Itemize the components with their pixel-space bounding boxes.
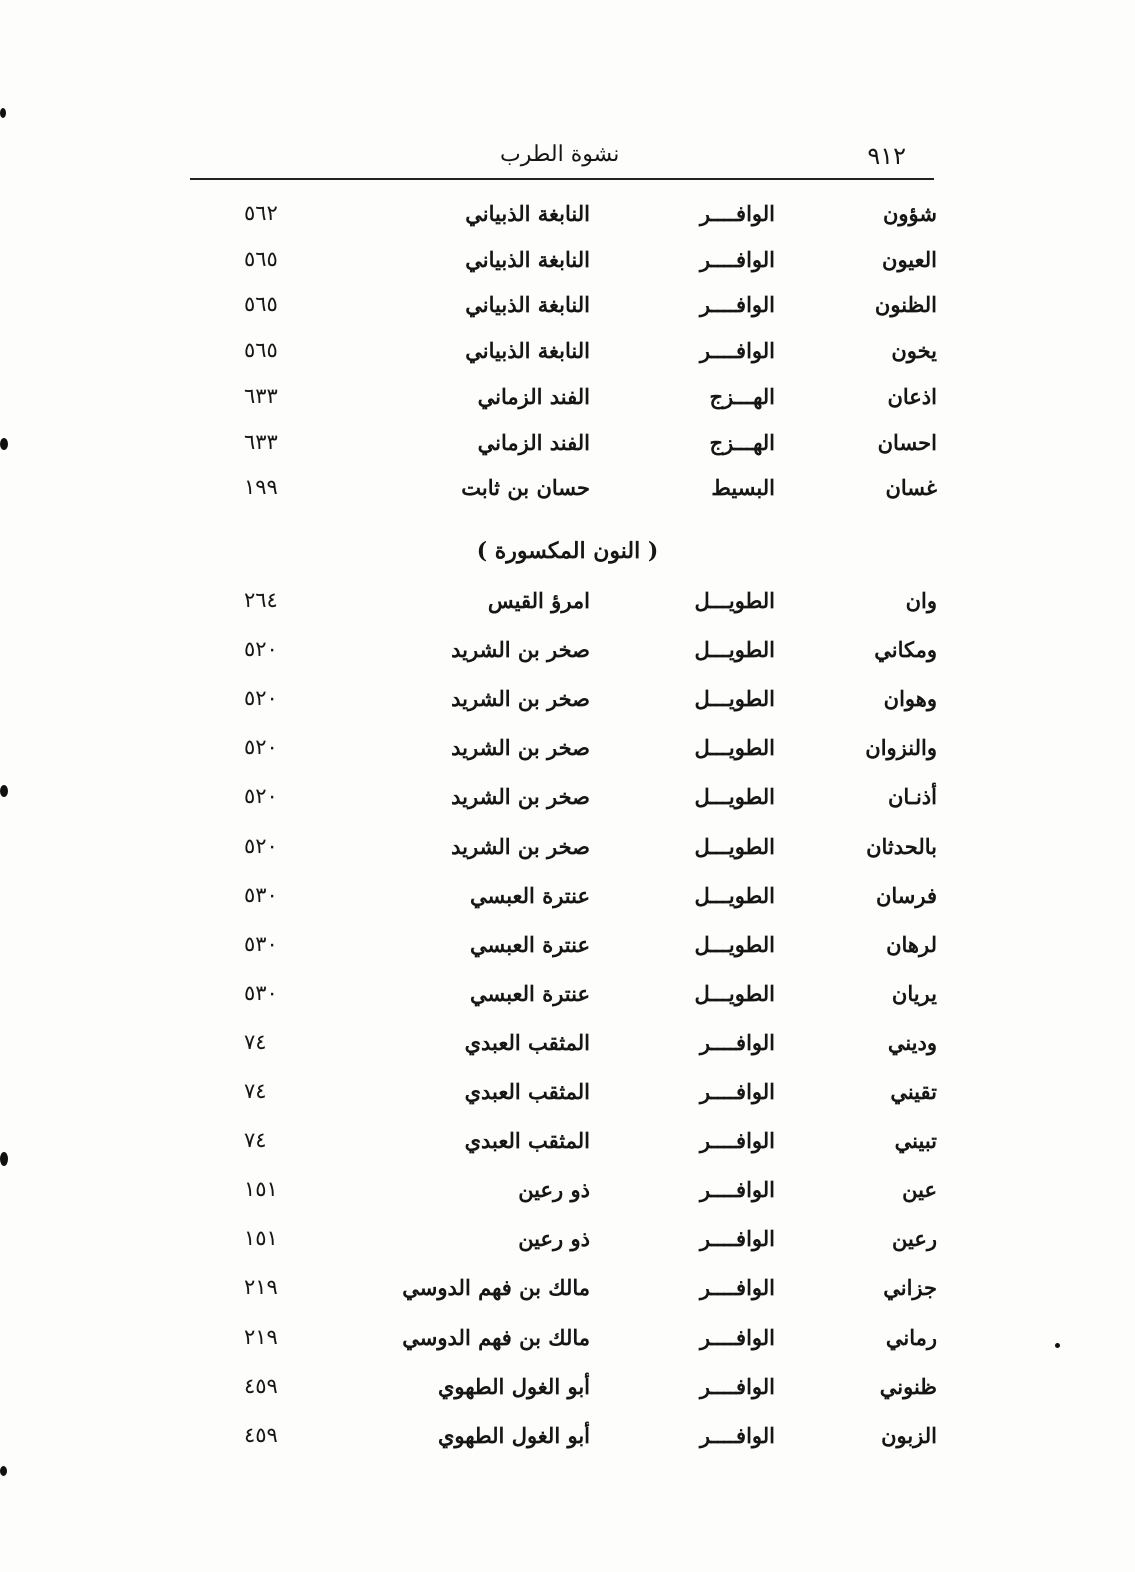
- poet-name: حسان بن ثابت: [461, 475, 590, 501]
- index-row: [0, 1419, 1135, 1459]
- meter-name: الوافــــر: [699, 201, 775, 226]
- poet-name: النابغة الذبياني: [465, 201, 590, 226]
- page-ref: ٤٥٩: [244, 1373, 278, 1398]
- page-ref: ٧٤: [244, 1128, 267, 1153]
- page-ref: ٥٦٢: [244, 201, 278, 225]
- page-ref: ١٥١: [244, 1177, 278, 1202]
- poet-name: أبو الغول الطهوي: [437, 1422, 590, 1448]
- rhyme-word: يريان: [891, 980, 937, 1006]
- index-row: [0, 197, 1135, 237]
- poet-name: النابغة الذبياني: [465, 292, 590, 318]
- poet-name: النابغة الذبياني: [465, 338, 590, 364]
- rhyme-word: والنزوان: [865, 735, 937, 761]
- rhyme-word: يخون: [891, 338, 937, 364]
- meter-name: الهـــزج: [709, 429, 775, 455]
- rhyme-word: عين: [902, 1177, 937, 1203]
- poet-name: مالك بن فهم الدوسي: [402, 1324, 590, 1350]
- index-row: [0, 1173, 1135, 1213]
- poet-name: المثقب العبدي: [464, 1029, 590, 1055]
- page-ref: ٥٦٥: [244, 338, 278, 363]
- meter-name: الهـــزج: [709, 383, 775, 409]
- index-row: [0, 1222, 1135, 1262]
- index-row: [0, 1370, 1135, 1410]
- page-ref: ١٥١: [244, 1226, 278, 1251]
- index-row: [0, 1321, 1135, 1361]
- index-row: [0, 380, 1135, 420]
- rhyme-word: أذنـان: [887, 784, 937, 810]
- index-row: [0, 928, 1135, 968]
- rhyme-word: رعين: [892, 1226, 937, 1252]
- scan-speck: [0, 1152, 8, 1166]
- scan-speck: [0, 438, 8, 450]
- index-row: [0, 780, 1135, 820]
- rhyme-word: تقيني: [890, 1079, 937, 1104]
- rhyme-word: احسان: [877, 429, 937, 455]
- index-row: [0, 334, 1135, 374]
- index-row: [0, 633, 1135, 673]
- book-title: نشوة الطرب: [500, 142, 620, 167]
- rhyme-word: شؤون: [882, 201, 937, 226]
- rhyme-word: وان: [905, 588, 937, 613]
- section-title: ( النون المكسورة ): [476, 538, 659, 564]
- poet-name: ذو رعين: [518, 1226, 590, 1252]
- poet-name: مالك بن فهم الدوسي: [402, 1275, 590, 1301]
- meter-name: الطويـــل: [694, 882, 775, 908]
- poet-name: صخر بن الشريد: [451, 735, 590, 761]
- page-ref: ٥٢٠: [244, 686, 278, 711]
- meter-name: الطويـــل: [694, 735, 775, 761]
- index-row: [0, 879, 1135, 919]
- poet-name: المثقب العبدي: [464, 1079, 590, 1104]
- index-row: [0, 288, 1135, 328]
- poet-name: الفند الزماني: [477, 429, 590, 455]
- meter-name: الوافــــر: [699, 1324, 775, 1350]
- poet-name: صخر بن الشريد: [451, 637, 590, 663]
- rhyme-word: ظنوني: [879, 1373, 937, 1399]
- poet-name: الفند الزماني: [477, 383, 590, 409]
- rhyme-word: بالحدثان: [866, 833, 937, 859]
- page-ref: ٥٣٠: [244, 882, 278, 907]
- page-ref: ٧٤: [244, 1079, 267, 1103]
- header-rule: [190, 178, 934, 180]
- page-ref: ٢١٩: [244, 1275, 278, 1300]
- page-ref: ٥٢٠: [244, 833, 278, 858]
- rhyme-word: غسان: [885, 475, 937, 501]
- rhyme-word: ومكاني: [874, 637, 937, 663]
- poet-name: عنترة العبسي: [469, 882, 590, 908]
- rhyme-word: الزبون: [881, 1422, 937, 1448]
- scan-speck: [0, 785, 8, 797]
- poet-name: النابغة الذبياني: [465, 246, 590, 272]
- index-row: [0, 243, 1135, 283]
- meter-name: الوافــــر: [699, 1373, 775, 1399]
- poet-name: المثقب العبدي: [464, 1128, 590, 1154]
- rhyme-word: تبيني: [894, 1128, 937, 1154]
- index-row: [0, 977, 1135, 1017]
- index-row: [0, 426, 1135, 466]
- index-row: [0, 471, 1135, 511]
- meter-name: الطويـــل: [694, 931, 775, 957]
- meter-name: الطويـــل: [694, 686, 775, 712]
- index-row: [0, 1271, 1135, 1311]
- scan-speck: [1055, 1343, 1060, 1348]
- meter-name: الوافــــر: [699, 1422, 775, 1448]
- meter-name: الوافــــر: [699, 1029, 775, 1055]
- rhyme-word: فرسان: [875, 882, 937, 908]
- rhyme-word: الظنون: [874, 292, 937, 318]
- rhyme-word: وديني: [887, 1029, 937, 1055]
- page-ref: ١٩٩: [244, 475, 278, 500]
- poet-name: ذو رعين: [518, 1177, 590, 1203]
- meter-name: الطويـــل: [694, 784, 775, 810]
- page-ref: ٢١٩: [244, 1324, 278, 1349]
- index-row: [0, 584, 1135, 624]
- scan-speck: [0, 108, 6, 118]
- page-ref: ٥٦٥: [244, 292, 278, 317]
- page-ref: ٢٦٤: [244, 588, 278, 612]
- poet-name: صخر بن الشريد: [451, 686, 590, 712]
- index-row: [0, 731, 1135, 771]
- meter-name: الوافــــر: [699, 246, 775, 272]
- poet-name: عنترة العبسي: [469, 931, 590, 957]
- rhyme-word: وهوان: [883, 686, 937, 712]
- page-header: [190, 140, 934, 180]
- meter-name: الوافــــر: [699, 1128, 775, 1154]
- page-ref: ٥٣٠: [244, 931, 278, 956]
- index-row: [0, 1026, 1135, 1066]
- page-ref: ٦٣٣: [244, 429, 278, 454]
- poet-name: أبو الغول الطهوي: [437, 1373, 590, 1399]
- page-ref: ٥٢٠: [244, 735, 278, 760]
- page-ref: ٥٢٠: [244, 637, 278, 662]
- index-row: [0, 1075, 1135, 1115]
- rhyme-word: العيون: [882, 246, 937, 272]
- meter-name: الوافــــر: [699, 338, 775, 364]
- meter-name: الطويـــل: [694, 588, 775, 613]
- index-row: [0, 1124, 1135, 1164]
- rhyme-word: اذعان: [887, 383, 937, 409]
- poet-name: امرؤ القيس: [487, 588, 590, 613]
- meter-name: الطويـــل: [694, 637, 775, 663]
- meter-name: الوافــــر: [699, 1275, 775, 1301]
- page-ref: ٥٣٠: [244, 980, 278, 1005]
- page-number: ٩١٢: [867, 142, 906, 170]
- page-ref: ٧٤: [244, 1029, 267, 1054]
- page-ref: ٥٢٠: [244, 784, 278, 809]
- meter-name: الوافــــر: [699, 1177, 775, 1203]
- meter-name: الطويـــل: [694, 833, 775, 859]
- rhyme-word: لرهان: [886, 931, 937, 957]
- meter-name: الوافــــر: [699, 1079, 775, 1104]
- page-ref: ٦٣٣: [244, 383, 278, 408]
- meter-name: الوافــــر: [699, 1226, 775, 1252]
- rhyme-word: جزاني: [883, 1275, 937, 1301]
- rhyme-word: رماني: [885, 1324, 937, 1350]
- meter-name: الطويـــل: [694, 980, 775, 1006]
- meter-name: الوافــــر: [699, 292, 775, 318]
- index-row: [0, 682, 1135, 722]
- poet-name: صخر بن الشريد: [451, 784, 590, 810]
- meter-name: البسيط: [711, 475, 775, 501]
- poet-name: صخر بن الشريد: [451, 833, 590, 859]
- index-row: [0, 830, 1135, 870]
- page-ref: ٥٦٥: [244, 246, 278, 271]
- page-ref: ٤٥٩: [244, 1422, 278, 1447]
- scan-speck: [0, 1466, 7, 1476]
- poet-name: عنترة العبسي: [469, 980, 590, 1006]
